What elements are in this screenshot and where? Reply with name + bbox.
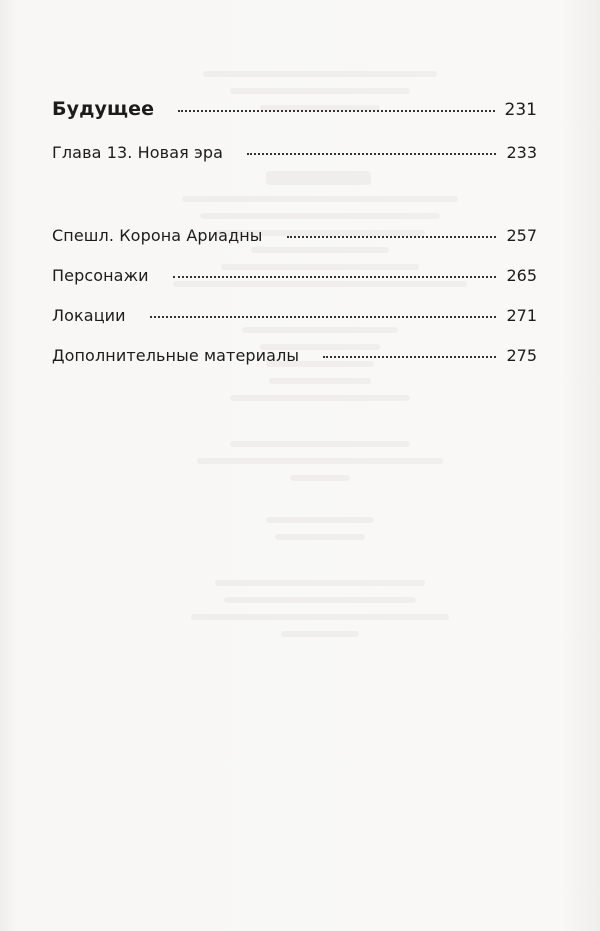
toc-entry-page: 257 [506,226,537,245]
toc-leader-dots [178,110,494,112]
toc-section-row [52,98,537,120]
toc-entry-row [52,266,537,285]
toc-entry-row [52,143,537,162]
toc-entry-page: 271 [506,306,537,325]
show-through-text [170,60,470,810]
toc-leader-dots [173,276,497,278]
toc-entry-page: 275 [506,346,537,365]
toc-leader-dots [323,356,496,358]
toc-entry-page: 233 [506,143,537,162]
toc-leader-dots [287,236,497,238]
toc-entry-row [52,306,537,325]
toc-section-title: Будущее [52,98,155,120]
toc-entry-title: Локации [52,306,126,325]
toc-entry-row [52,226,537,245]
toc-leader-dots [247,153,496,155]
toc-entry-title: Глава 13. Новая эра [52,143,224,162]
toc-entry-row [52,346,537,365]
toc-entry-title: Спешл. Корона Ариадны [52,226,263,245]
toc-section-page: 231 [504,100,537,120]
toc-entry-title: Дополнительные материалы [52,346,300,365]
toc-entry-page: 265 [506,266,537,285]
toc-entry-title: Персонажи [52,266,149,285]
toc-leader-dots [150,316,497,318]
